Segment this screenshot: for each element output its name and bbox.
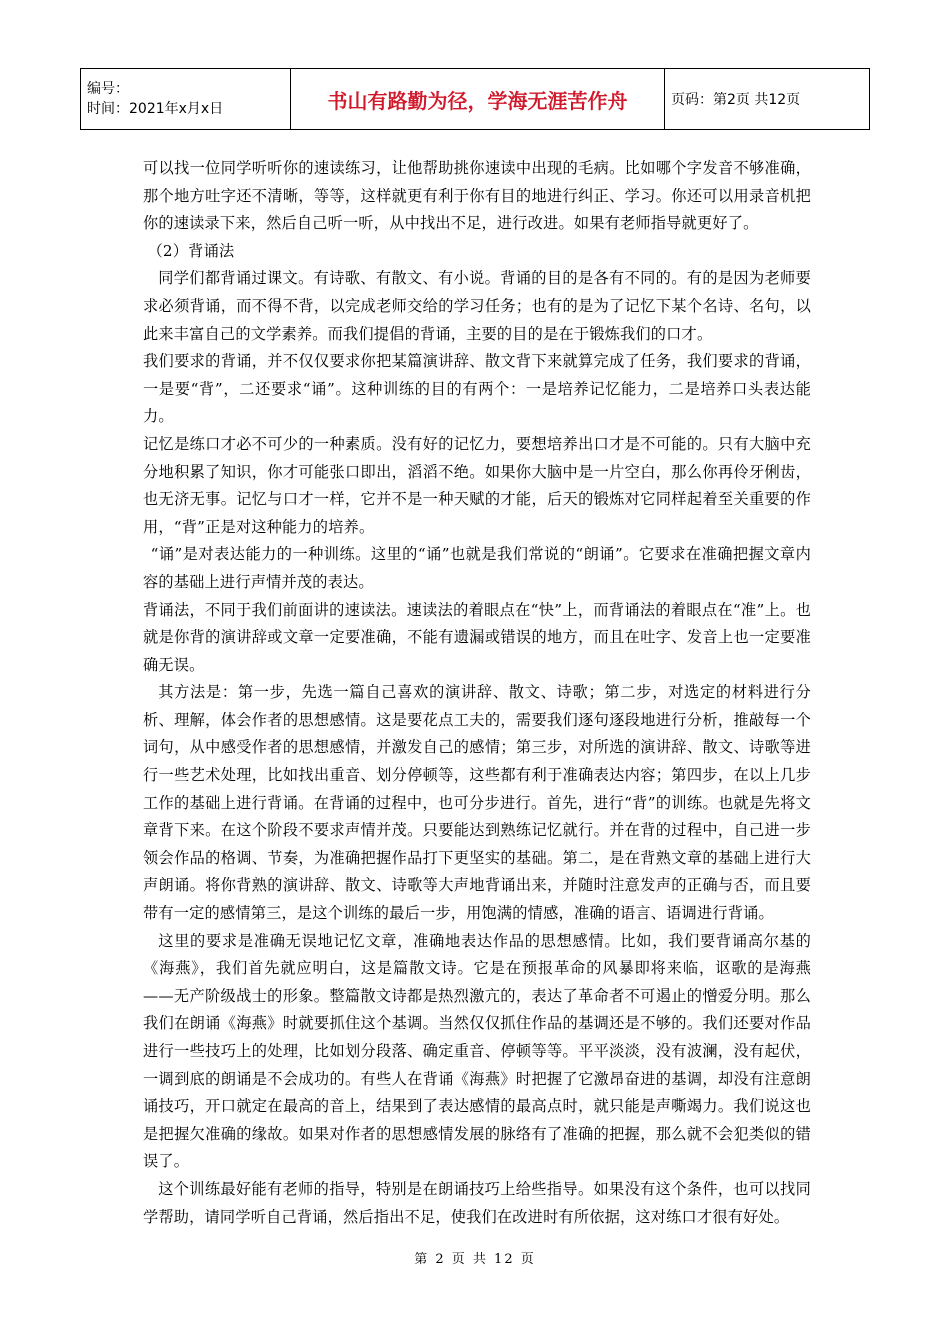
document-number-label: 编号： (87, 81, 129, 97)
header-meta-cell (81, 69, 291, 130)
header-page-indicator: 页码：第2页 共12页 (665, 69, 870, 130)
paragraph-memory: 记忆是练口才必不可少的一种素质。没有好的记忆力，要想培养出口才是不可能的。只有大脑中充分地积累了知识，你才可能张口即出，滔滔不绝。如果你大脑中是一片空白，那么你再伶牙俐齿，也无济无事。记忆与口才一样，它并不是一种天赋的才能，后天的锻炼对它同样起着至关重要的作用，“背”正是对这种能力的培养。 (143, 434, 811, 536)
paragraph-haiyan-example: 这里的要求是准确无误地记忆文章，准确地表达作品的思想感情。比如，我们要背诵高尔基的《海燕》，我们首先就应明白，这是篇散文诗。它是在预报革命的风暴即将来临，讴歌的是海燕——无产阶级战士的形象。整篇散文诗都是热烈激亢的，表达了革命者不可遏止的憎爱分明。那么我们在朗诵《海燕》时就要抓住这个基调。当然仅仅抓住作品的基调还是不够的。我们还要对作品进行一些技巧上的处理，比如划分段落、确定重音、停顿等等。平平淡淡，没有波澜，没有起伏，一调到底的朗诵是不会成功的。有些人在背诵《海燕》时把握了它激昂奋进的基调，却没有注意朗诵技巧，开口就定在最高的音上，结果到了表达感情的最高点时，就只能是声嘶竭力。我们说这也是把握欠准确的缘故。如果对作者的思想感情发展的脉络有了准确的把握，那么就不会犯类似的错误了。 (143, 931, 811, 1171)
paragraph-speed-reading-tips: 可以找一位同学听听你的速读练习，让他帮助挑你速读中出现的毛病。比如哪个字发音不够准确，那个地方吐字还不清晰，等等，这样就更有利于你有目的地进行纠正、学习。你还可以用录音机把你的速读录下来，然后自己听一听，从中找出不足，进行改进。如果有老师指导就更好了。 (143, 159, 811, 233)
section-heading-recitation: （2）背诵法 (147, 241, 235, 260)
paragraph-recitation-vs-speed: 背诵法，不同于我们前面讲的速读法。速读法的着眼点在“快”上，而背诵法的着眼点在“准”上。也就是你背的演讲辞或文章一定要准确，不能有遗漏或错误的地方，而且在吐字、发音上也一定要准确无误。 (143, 600, 811, 674)
page-footer: 第 2 页 共 12 页 (414, 1252, 536, 1267)
paragraph-teacher-guidance: 这个训练最好能有老师的指导，特别是在朗诵技巧上给些指导。如果没有这个条件，也可以找同学帮助，请同学听自己背诵，然后指出不足，使我们在改进时有所依据，这对练口才很有好处。 (143, 1179, 811, 1226)
document-time-label: 时间：2021年x月x日 (87, 101, 224, 117)
document-body (143, 155, 811, 1231)
page-header (80, 68, 870, 130)
paragraph-recitation-intro: 同学们都背诵过课文。有诗歌、有散文、有小说。背诵的目的是各有不同的。有的是因为老师要求必须背诵，而不得不背，以完成老师交给的学习任务；也有的是为了记忆下某个名诗、名句，以此来丰富自己的文学素养。而我们提倡的背诵，主要的目的是在于锻炼我们的口才。 (143, 269, 811, 343)
paragraph-method-steps: 其方法是：第一步，先选一篇自己喜欢的演讲辞、散文、诗歌；第二步，对选定的材料进行分析、理解，体会作者的思想感情。这是要花点工夫的，需要我们逐句逐段地进行分析，推敲每一个词句，从中感受作者的思想感情，并激发自己的感情；第三步，对所选的演讲辞、散文、诗歌等进行一些艺术处理，比如找出重音、划分停顿等，这些都有利于准确表达内容；第四步，在以上几步工作的基础上进行背诵。在背诵的过程中，也可分步进行。首先，进行“背”的训练。也就是先将文章背下来。在这个阶段不要求声情并茂。只要能达到熟练记忆就行。并在背的过程中，自己进一步领会作品的格调、节奏，为准确把握作品打下更坚实的基础。第二，是在背熟文章的基础上进行大声朗诵。将你背熟的演讲辞、散文、诗歌等大声地背诵出来，并随时注意发声的正确与否，而且要带有一定的感情第三，是这个训练的最后一步，用饱满的情感，准确的语言、语调进行背诵。 (143, 683, 811, 923)
paragraph-recitation-requirements: 我们要求的背诵，并不仅仅要求你把某篇演讲辞、散文背下来就算完成了任务，我们要求的背诵，一是要“背”，二还要求“诵”。这种训练的目的有两个：一是培养记忆能力，二是培养口头表达能力。 (143, 352, 811, 426)
header-motto: 书山有路勤为径，学海无涯苦作舟 (291, 69, 665, 130)
paragraph-recital-expression: “诵”是对表达能力的一种训练。这里的“诵”也就是我们常说的“朗诵”。它要求在准确把握文章内容的基础上进行声情并茂的表达。 (143, 545, 811, 591)
